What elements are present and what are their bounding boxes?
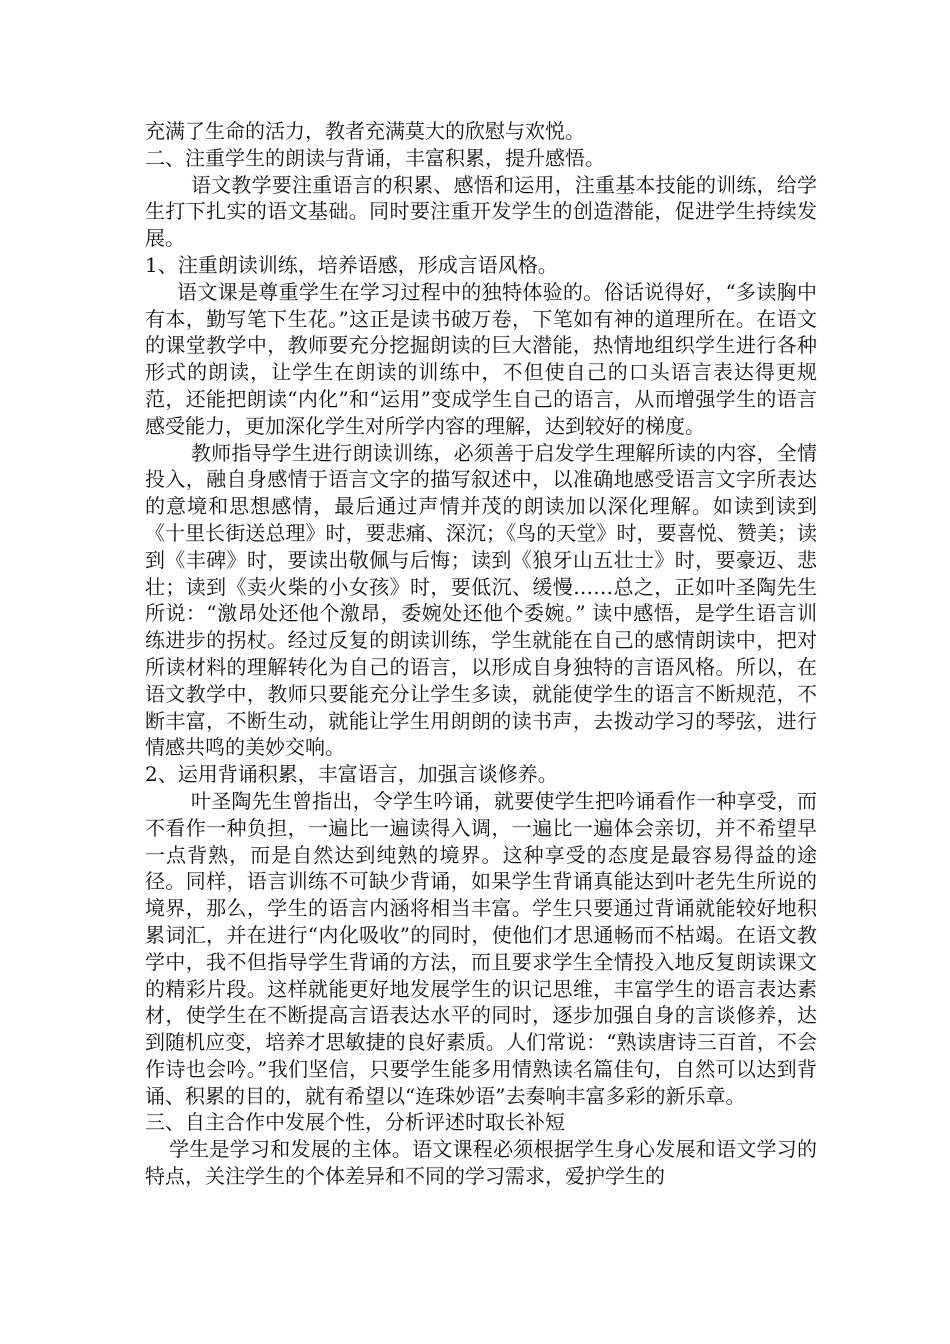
paragraph-recitation: 叶圣陶先生曾指出，令学生吟诵，就要使学生把吟诵看作一种享受，而不看作一种负担，一遍比一遍读得入调，一遍比一遍体会亲切，并不希望早一点背熟，而是自然达到纯熟的境界。这种享受的态度是最容易得益的途径。同样，语言训练不可缺少背诵，如果学生背诵真能达到叶老先生所说的境界，那么，学生的语言内涵将相当丰富。学生只要通过背诵就能较好地积累词汇，并在进行“内化吸收”的同时，使他们才思通畅而不枯竭。在语文教学中，我不但指导学生背诵的方法，而且要求学生全情投入地反复朗读课文的精彩片段。这样就能更好地发展学生的识记思维，丰富学生的语言表达素材，使学生在不断提高言语表达水平的同时，逐步加强自身的言谈修养，达到随机应变，培养才思敏捷的良好素质。人们常说：“熟读唐诗三百首，不会作诗也会吟。”我们坚信，只要学生能多用情熟读名篇佳句，自然可以达到背诵、积累的目的，就有希望以“连珠妙语”去奏响丰富多彩的新乐章。 (145, 788, 817, 1108)
paragraph-reading-2: 教师指导学生进行朗读训练，必须善于启发学生理解所读的内容，全情投入，融自身感情于语言文字的描写叙述中，以准确地感受语言文字所表达的意境和思想感情，最后通过声情并茂的朗读加以深化理解。如读到读到《十里长街送总理》时，要悲痛、深沉；《鸟的天堂》时，要喜悦、赞美；读到《丰碑》时，要读出敬佩与后悔；读到《狼牙山五壮士》时，要豪迈、悲壮；读到《卖火柴的小女孩》时，要低沉、缓慢……总之，正如叶圣陶先生所说：“激昂处还他个激昂，委婉处还他个委婉。” 读中感悟，是学生语言训练进步的拐杖。经过反复的朗读训练，学生就能在自己的感情朗读中，把对所读材料的理解转化为自己的语言，以形成自身独特的言语风格。所以，在语文教学中，教师只要能充分让学生多读，就能使学生的语言不断规范，不断丰富，不断生动，就能让学生用朗朗的读书声，去拨动学习的琴弦，进行情感共鸣的美妙交响。 (145, 440, 817, 760)
paragraph-continuation: 充满了生命的活力，教者充满莫大的欣慰与欢悦。 (145, 119, 585, 143)
section-heading-3: 三、自主合作中发展个性，分析评述时取长补短 (145, 1110, 565, 1135)
section-heading-2: 二、注重学生的朗读与背诵，丰富积累，提升感悟。 (145, 145, 605, 170)
subheading-1: 1、注重朗读训练，培养语感，形成言语风格。 (145, 252, 558, 277)
paragraph-autonomy: 学生是学习和发展的主体。语文课程必须根据学生身心发展和语文学习的特点，关注学生的个体差异和不同的学习需求，爱护学生的 (145, 1137, 817, 1189)
paragraph-intro: 语文教学要注重语言的积累、感悟和运用，注重基本技能的训练，给学生打下扎实的语文基础。同时要注重开发学生的创造潜能，促进学生持续发展。 (145, 172, 817, 251)
paragraph-reading-1: 语文课是尊重学生在学习过程中的独特体验的。俗话说得好，“多读胸中有本，勤写笔下生花。”这正是读书破万卷，下笔如有神的道理所在。在语文的课堂教学中，教师要充分挖掘朗读的巨大潜能，热情地组织学生进行各种形式的朗读，让学生在朗读的训练中，不但使自己的口头语言表达得更规范，还能把朗读“内化”和“运用”变成学生自己的语言，从而增强学生的语言感受能力，更加深化学生对所学内容的理解，达到较好的梯度。 (145, 279, 817, 438)
subheading-2: 2、运用背诵积累，丰富语言，加强言谈修养。 (145, 762, 558, 787)
document-body (145, 118, 817, 1190)
